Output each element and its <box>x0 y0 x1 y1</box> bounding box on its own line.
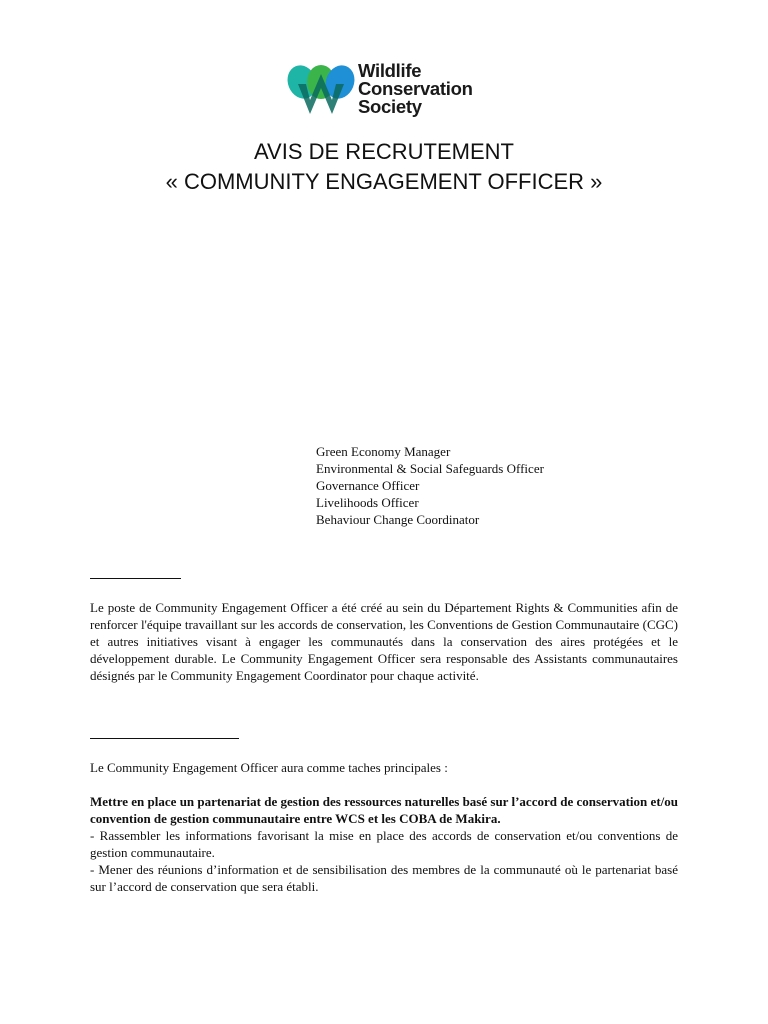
wcs-logo <box>286 62 486 120</box>
intro-paragraph: Le poste de Community Engagement Officer a été créé au sein du Département Rights & Communities afin de renforcer l'équipe travaillant sur les accords de conservation, les Conventions de Gestion Communautaire (CGC) et autres initiatives visant à engager les communautés dans la conservation des aires protégées et le développement durable. Le Community Engagement Officer sera responsable des Assistants communautaires désignés par le Community Engagement Coordinator pour chaque activité. <box>90 600 678 683</box>
role-item: Environmental & Social Safeguards Officer <box>316 461 544 476</box>
section-divider <box>90 578 181 579</box>
role-item: Behaviour Change Coordinator <box>316 512 480 527</box>
task-bullet: - Mener des réunions d’information et de sensibilisation des membres de la communauté où le partenariat basé sur l’accord de conservation que sera établi. <box>90 862 678 894</box>
roles-list <box>316 443 544 528</box>
document-title-line-2: « COMMUNITY ENGAGEMENT OFFICER » <box>165 169 603 194</box>
task-section <box>90 793 678 895</box>
role-item: Governance Officer <box>316 478 420 493</box>
logo-line-1: Wildlife <box>358 60 422 81</box>
document-title-line-1: AVIS DE RECRUTEMENT <box>254 139 514 164</box>
tasks-intro: Le Community Engagement Officer aura comme taches principales : <box>90 760 448 775</box>
task-bullet: - Rassembler les informations favorisant la mise en place des accords de conservation et/ou conventions de gestion communautaire. <box>90 828 678 860</box>
role-item: Green Economy Manager <box>316 444 451 459</box>
logo-line-3: Society <box>358 96 422 117</box>
wcs-logo-mark-icon <box>286 64 356 116</box>
task-heading: Mettre en place un partenariat de gestion des ressources naturelles basé sur l’accord de conservation et/ou convention de gestion communautaire entre WCS et les COBA de Makira. <box>90 794 678 826</box>
wcs-logo-text <box>358 62 473 116</box>
role-item: Livelihoods Officer <box>316 495 419 510</box>
section-divider <box>90 738 239 739</box>
logo-line-2: Conservation <box>358 78 473 99</box>
